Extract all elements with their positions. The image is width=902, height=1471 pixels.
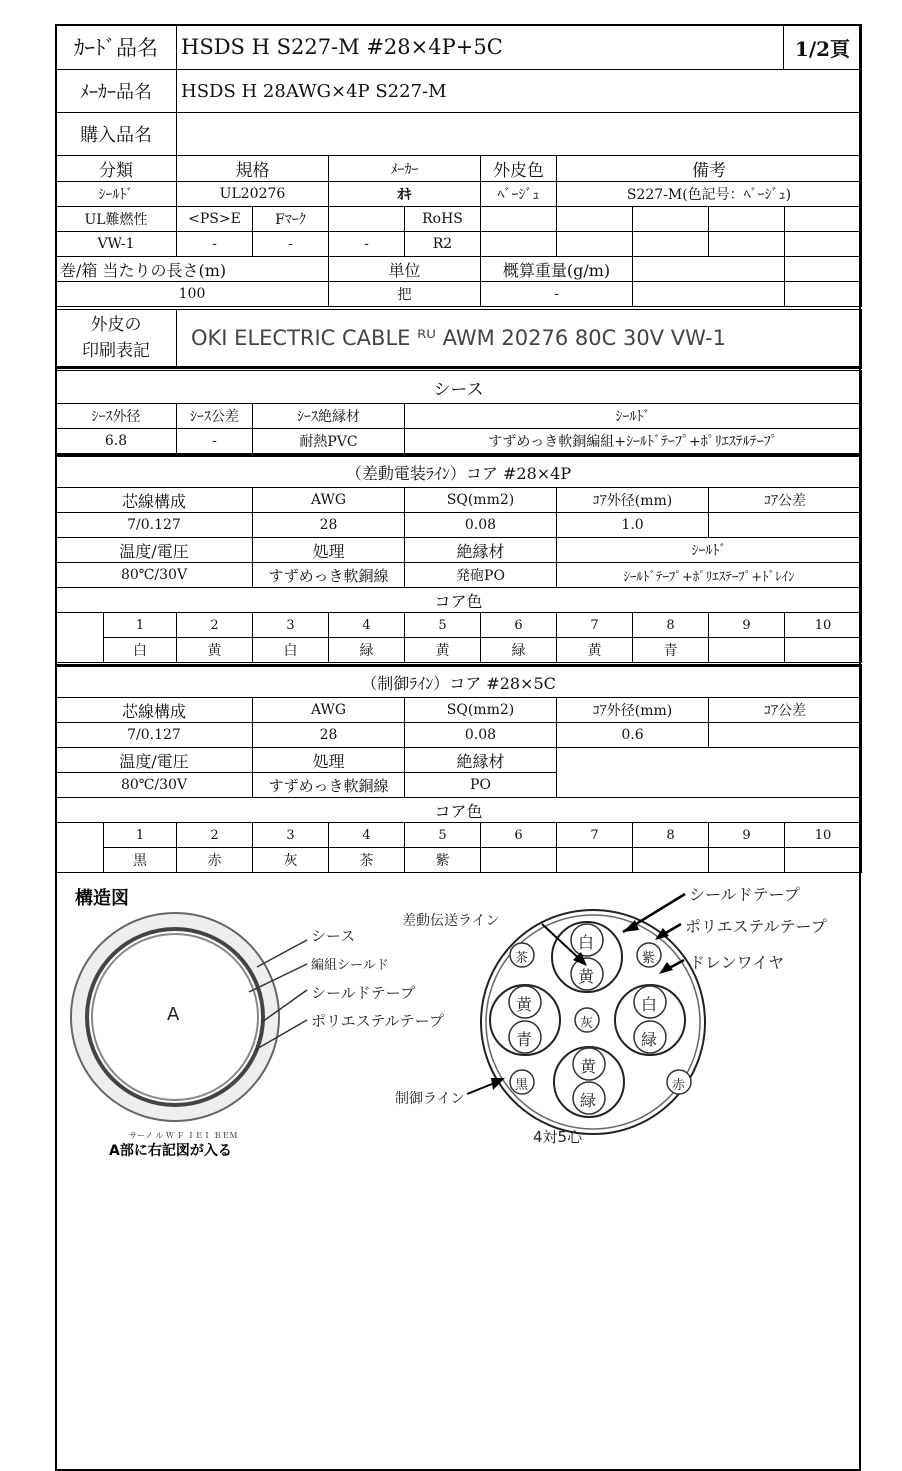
h-note: 備考 [557, 156, 862, 182]
diff-h-shield: ｼｰﾙﾄﾞ [557, 538, 862, 563]
purchase-name-value [177, 113, 862, 156]
v-maker: ｵｷ [329, 182, 481, 207]
ctrl-v-proc: すずめっき軟銅線 [253, 773, 405, 798]
ctrl-v-od: 0.6 [557, 723, 709, 748]
ctrl-core-color [481, 848, 557, 873]
label-r-drain: ドレンワイヤ [689, 953, 785, 972]
h-sheath-od: ｼｰｽ外径 [56, 404, 177, 429]
label-braid: 編組シールド [311, 958, 389, 973]
ctrl-color-title: コア色 [56, 798, 862, 823]
h-ul: UL難燃性 [56, 207, 177, 232]
ctrl-h-od: ｺｱ外径(mm) [557, 698, 709, 723]
core-left2: 青 [516, 1030, 533, 1049]
sheath-table [55, 370, 862, 456]
diff-v-cond: 7/0.127 [56, 513, 253, 538]
ctrl-core-color: 黒 [104, 848, 177, 873]
print-table [55, 309, 862, 369]
label-poly-tape: ポリエステルテープ [311, 1012, 444, 1030]
ctrl-v-awg: 28 [253, 723, 405, 748]
print-label [56, 310, 177, 368]
ctrl-h-cond: 芯線構成 [56, 698, 253, 723]
h-pse: <PS>E [177, 207, 253, 232]
diff-core-color: 黄 [557, 638, 633, 663]
ctrl-h-ins: 絶縁材 [405, 748, 557, 773]
diff-core-number: 5 [405, 613, 481, 638]
print-label-line1: 外皮の [90, 315, 142, 335]
diff-core-number: 6 [481, 613, 557, 638]
card-name-value: HSDS H S227-M #28×4P+5C [177, 25, 784, 70]
v-weight: - [481, 282, 633, 307]
diff-color-title: コア色 [56, 588, 862, 613]
core-brown: 茶 [515, 951, 529, 966]
diff-core-color: 緑 [329, 638, 405, 663]
ctrl-core-number: 3 [253, 823, 329, 848]
label-r-ctrl: 制御ライン [395, 1091, 465, 1107]
ctrl-core-table [55, 664, 862, 873]
v-class: ｼｰﾙﾄﾞ [56, 182, 177, 207]
print-text: OKI ELECTRIC CABLE ᴿᵁ AWM 20276 80C 30V VW-1 [177, 310, 862, 368]
core-top2: 黄 [578, 967, 595, 986]
diff-v-od: 1.0 [557, 513, 709, 538]
ctrl-core-color [557, 848, 633, 873]
page-number: 1/2頁 [784, 25, 862, 70]
core-black: 黒 [515, 1078, 529, 1093]
diff-core-color: 白 [253, 638, 329, 663]
label-r-diff: 差動伝送ライン [402, 913, 500, 929]
diff-h-sq: SQ(mm2) [405, 488, 557, 513]
diff-core-table [55, 456, 862, 663]
v-sheath-tol: - [177, 429, 253, 455]
ctrl-h-awg: AWG [253, 698, 405, 723]
ctrl-core-number: 1 [104, 823, 177, 848]
label-a: A [167, 1004, 180, 1025]
ctrl-title: （制御ﾗｲﾝ）コア #28×5C [56, 666, 862, 698]
diff-h-cond: 芯線構成 [56, 488, 253, 513]
label-a-note: A部に右記図が入る [109, 1143, 232, 1159]
v-sheath-shield: すずめっき軟銅編組+ｼｰﾙﾄﾞﾃｰﾌﾟ+ﾎﾟﾘｴｽﾃﾙﾃｰﾌﾟ [405, 429, 862, 455]
h-std: 規格 [177, 156, 329, 182]
diff-core-number: 8 [633, 613, 709, 638]
diff-core-color [785, 638, 862, 663]
ctrl-core-color: 紫 [405, 848, 481, 873]
diff-h-od: ｺｱ外径(mm) [557, 488, 709, 513]
structure-diagram [57, 872, 859, 1468]
h-sheath-tol: ｼｰｽ公差 [177, 404, 253, 429]
diff-h-proc: 処理 [253, 538, 405, 563]
core-bottom1: 黄 [580, 1057, 597, 1076]
core-right2: 緑 [641, 1030, 658, 1049]
ctrl-h-proc: 処理 [253, 748, 405, 773]
diff-core-color: 青 [633, 638, 709, 663]
h-weight: 概算重量(g/m) [481, 257, 633, 282]
ctrl-core-number: 10 [785, 823, 862, 848]
diff-core-color [709, 638, 785, 663]
diff-v-proc: すずめっき軟銅線 [253, 563, 405, 588]
core-bottom2: 緑 [580, 1091, 597, 1110]
ctrl-core-color: 灰 [253, 848, 329, 873]
v-pse: - [177, 232, 253, 257]
v-sheath-ins: 耐熱PVC [253, 429, 405, 455]
ctrl-core-number: 6 [481, 823, 557, 848]
ctrl-v-ins: PO [405, 773, 557, 798]
diff-core-number: 9 [709, 613, 785, 638]
v-fmark: - [253, 232, 329, 257]
core-center: 灰 [580, 1016, 594, 1031]
ctrl-v-tol [709, 723, 862, 748]
v-length: 100 [56, 282, 329, 307]
diff-core-number: 4 [329, 613, 405, 638]
v-sheath-od: 6.8 [56, 429, 177, 455]
diff-core-number: 2 [177, 613, 253, 638]
ctrl-v-sq: 0.08 [405, 723, 557, 748]
ctrl-core-color: 赤 [177, 848, 253, 873]
diff-v-shield: ｼｰﾙﾄﾞﾃｰﾌﾟ+ﾎﾟﾘｴｽﾃｰﾌﾟ+ﾄﾞﾚｲﾝ [557, 563, 862, 588]
core-purple: 紫 [642, 951, 656, 966]
diff-v-awg: 28 [253, 513, 405, 538]
h-class: 分類 [56, 156, 177, 182]
card-name-label: ｶｰﾄﾞ品名 [56, 25, 177, 70]
core-left1: 黄 [516, 995, 533, 1014]
ctrl-core-number: 4 [329, 823, 405, 848]
ctrl-core-color [709, 848, 785, 873]
diff-core-number: 7 [557, 613, 633, 638]
diff-h-ins: 絶縁材 [405, 538, 557, 563]
ctrl-h-sq: SQ(mm2) [405, 698, 557, 723]
v-color: ﾍﾞｰｼﾞｭ [481, 182, 557, 207]
ctrl-h-temp: 温度/電圧 [56, 748, 253, 773]
maker-name-label: ﾒｰｶｰ品名 [56, 70, 177, 113]
label-r-count: 4対5心 [533, 1128, 583, 1146]
ctrl-v-cond: 7/0.127 [56, 723, 253, 748]
label-sheath: シース [311, 927, 356, 945]
ctrl-core-number: 2 [177, 823, 253, 848]
diff-core-color: 緑 [481, 638, 557, 663]
v-unit: 把 [329, 282, 481, 307]
v-blank: - [329, 232, 405, 257]
diff-core-number: 3 [253, 613, 329, 638]
ctrl-core-number: 8 [633, 823, 709, 848]
label-shield-tape: シールドテープ [311, 984, 415, 1002]
ctrl-core-number: 5 [405, 823, 481, 848]
h-sheath-shield: ｼｰﾙﾄﾞ [405, 404, 862, 429]
diff-v-temp: 80℃/30V [56, 563, 253, 588]
core-right1: 白 [641, 995, 658, 1014]
diff-core-color: 黄 [177, 638, 253, 663]
ctrl-core-color [633, 848, 709, 873]
ctrl-core-color: 茶 [329, 848, 405, 873]
core-top1: 白 [578, 933, 595, 952]
diff-h-awg: AWG [253, 488, 405, 513]
core-red: 赤 [672, 1078, 686, 1093]
label-small-note: サーノ ル Ｗ Ｆ ＩＥＩ ＢＥＭ [129, 1131, 238, 1140]
ctrl-core-number: 7 [557, 823, 633, 848]
diff-core-color: 白 [104, 638, 177, 663]
sheath-title: シース [56, 371, 862, 404]
label-r-poly-tape: ポリエステルテープ [685, 917, 827, 936]
diff-v-sq: 0.08 [405, 513, 557, 538]
diagram-title: 構造図 [75, 888, 129, 909]
h-color: 外皮色 [481, 156, 557, 182]
v-std: UL20276 [177, 182, 329, 207]
h-fmark: Fﾏｰｸ [253, 207, 329, 232]
ctrl-h-tol: ｺｱ公差 [709, 698, 862, 723]
h-maker: ﾒｰｶｰ [329, 156, 481, 182]
h-sheath-ins: ｼｰｽ絶縁材 [253, 404, 405, 429]
ctrl-core-color [785, 848, 862, 873]
purchase-name-label: 購入品名 [56, 113, 177, 156]
maker-name-value: HSDS H 28AWG×4P S227-M [177, 70, 862, 113]
ctrl-v-temp: 80℃/30V [56, 773, 253, 798]
diff-title: （差動電装ﾗｲﾝ）コア #28×4P [56, 457, 862, 488]
header-table [55, 24, 862, 156]
ctrl-core-number: 9 [709, 823, 785, 848]
diff-h-tol: ｺｱ公差 [709, 488, 862, 513]
v-note: S227-M(色記号：ﾍﾞｰｼﾞｭ) [557, 182, 862, 207]
v-rohs: R2 [405, 232, 481, 257]
h-rohs: RoHS [405, 207, 481, 232]
diff-core-number: 1 [104, 613, 177, 638]
diff-h-temp: 温度/電圧 [56, 538, 253, 563]
v-ul: VW-1 [56, 232, 177, 257]
h-length: 巻/箱 当たりの長さ(m) [56, 257, 329, 282]
print-label-line2: 印刷表記 [82, 341, 150, 361]
h-unit: 単位 [329, 257, 481, 282]
spec-table [55, 155, 862, 307]
diff-core-number: 10 [785, 613, 862, 638]
label-r-shield-tape: シールドテープ [689, 885, 800, 904]
diff-v-tol [709, 513, 862, 538]
diff-v-ins: 発砲PO [405, 563, 557, 588]
diff-core-color: 黄 [405, 638, 481, 663]
h-blank [329, 207, 405, 232]
